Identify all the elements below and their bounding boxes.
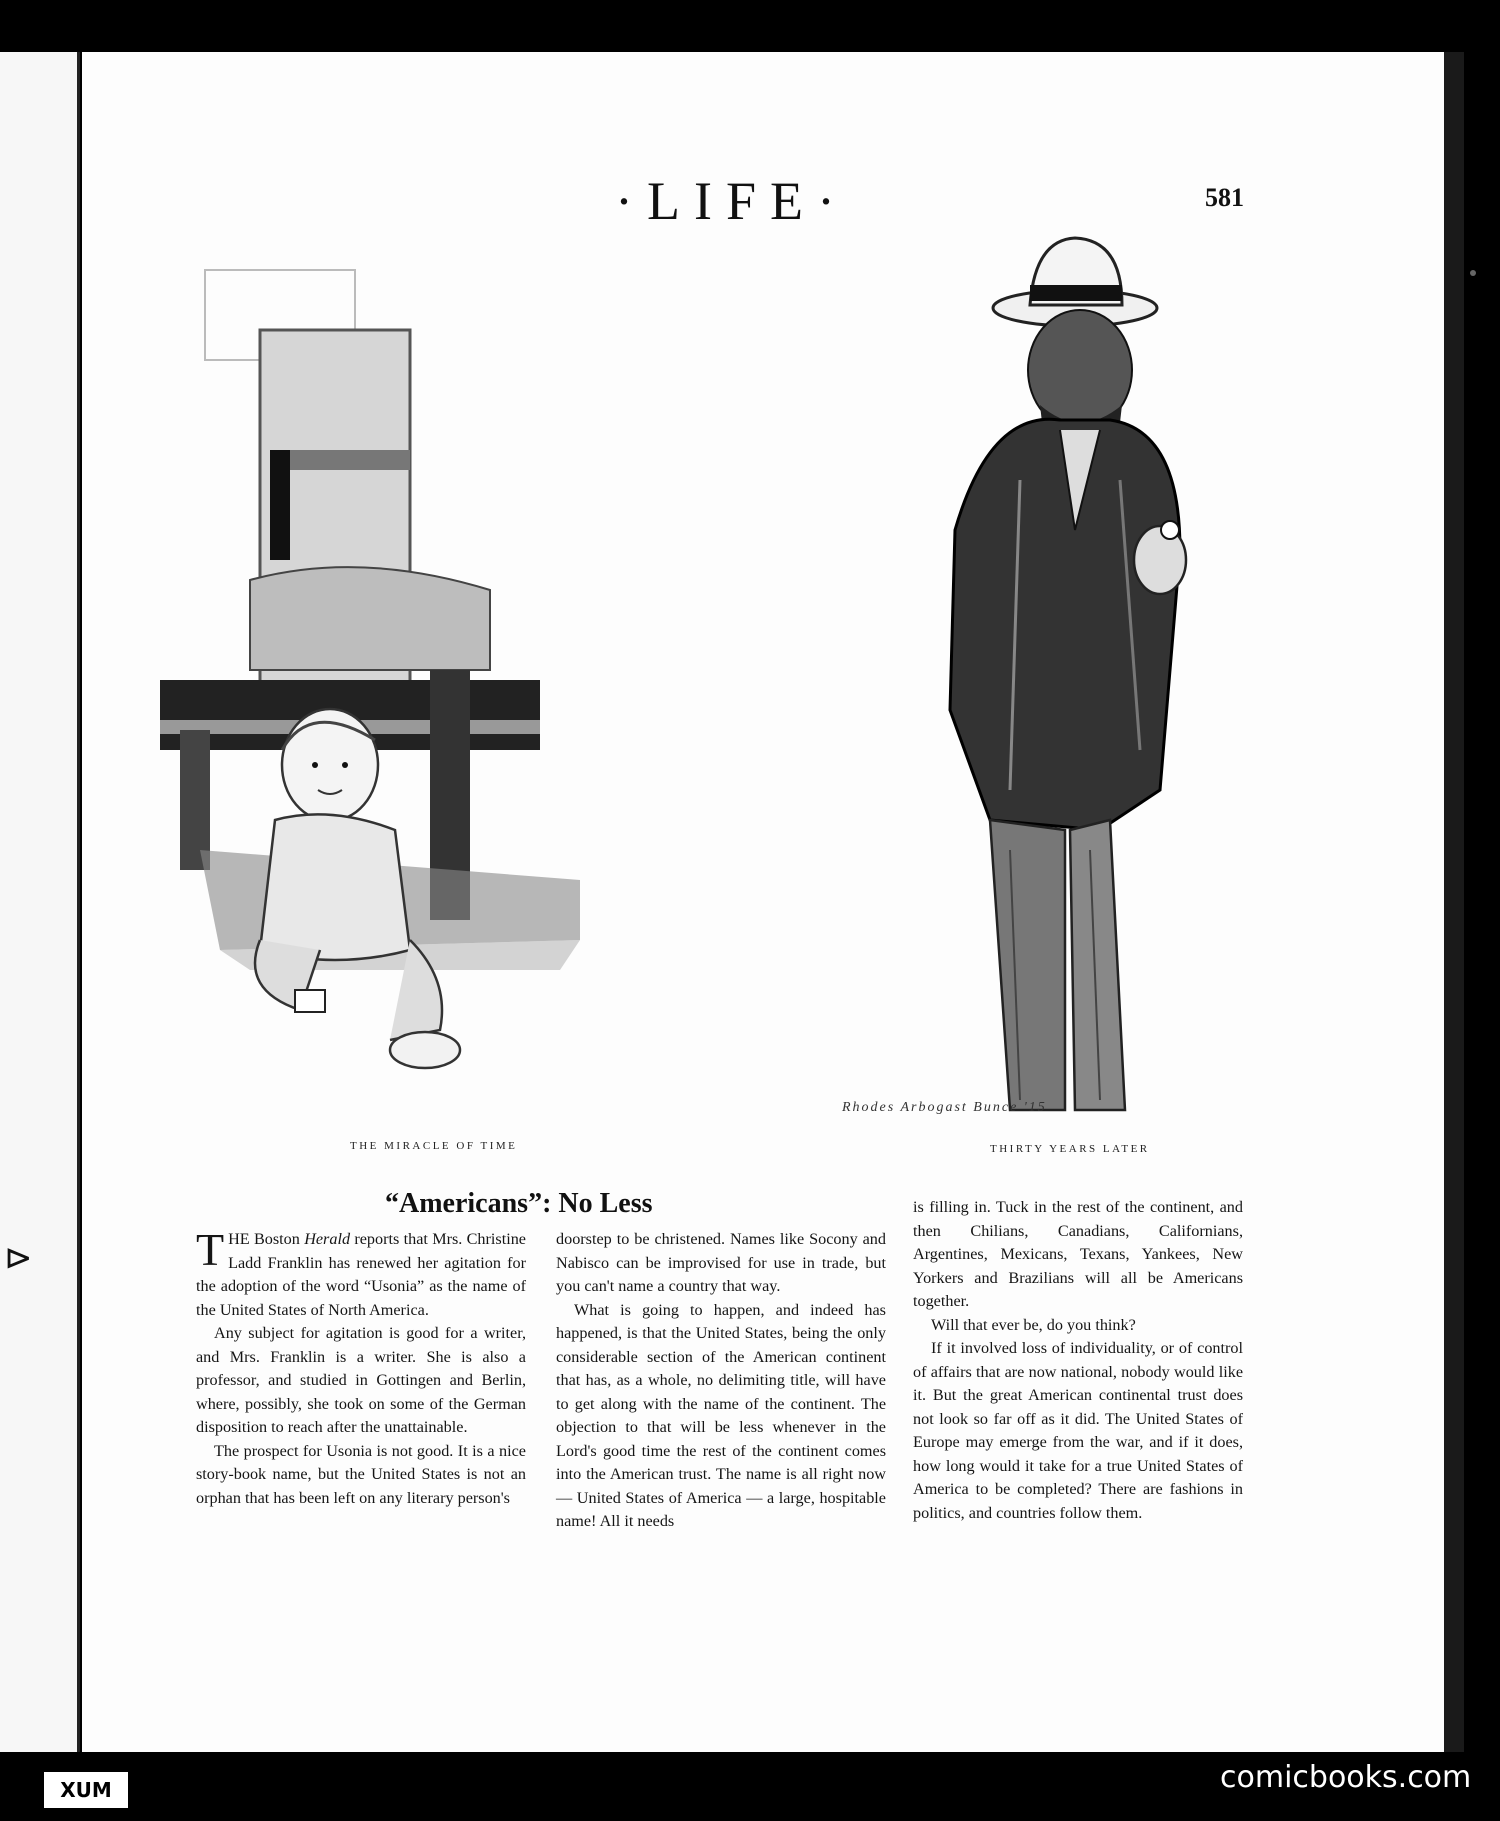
paragraph: is filling in. Tuck in the rest of the continent, and then Chilians, Canadians, Californians, Argentines, Mexicans, Texans, Yankees, New Yorkers and Brazilians will all be Americans together. [913,1198,1243,1310]
page-binding [1444,52,1464,1752]
paragraph: doorstep to be christened. Names like Socony and Nabisco can be improvised for use in trade, but you can't name a country that way. [556,1230,886,1295]
text-run: HE Boston [228,1230,305,1248]
illustration-man-drawing [860,230,1220,1130]
illustration-child-drawing [160,250,665,1090]
paragraph: If it involved loss of individuality, or of control of affairs that are now national, nobody would like it. But the great American continental trust does not look so far off as it did. The United States of Europe may emerge from the war, and if it does, how long would it take for a true United States of America to be completed? There are fashions in politics, and countries follow them. [913,1339,1243,1522]
page-number: 581 [1205,183,1244,212]
paragraph [196,1224,526,1322]
article-column-2 [556,1228,886,1534]
paragraph: What is going to happen, and indeed has happened, is that the United States, being the only considerable section of the American continent that has, as a whole, no delimiting title, will have to get along with the name of the continent. The objection to that will be less whenever in the Lord's good time the rest of the continent comes into the American trust. The name is all right now — United States of America — a large, hospitable name! All it needs [556,1300,886,1530]
paragraph: The prospect for Usonia is not good. It is a nice story-book name, but the United States is not an orphan that has been left on any literary person's [196,1441,526,1507]
scan-tag: XUM [42,1770,130,1810]
article-title: “Americans”: No Less [385,1188,653,1219]
paragraph: Will that ever be, do you think? [931,1315,1136,1334]
spine-dot [1470,270,1476,276]
article-column-1 [196,1224,526,1510]
caption-left: THE MIRACLE OF TIME [350,1140,518,1152]
arrow-mark-icon: ⊳ [4,1238,33,1278]
drop-cap: T [196,1224,225,1275]
text-run: reports that Mrs. Christine Ladd Franklin has renewed her agitation for the adoption of the word “Usonia” as the name of the United States of North America. [196,1230,526,1319]
paragraph: Any subject for agitation is good for a writer, and Mrs. Franklin is a writer. She is also a professor, and studied in Gottingen and Berlin, where, possibly, she took on some of the German disposition to reach after the unattainable. [196,1324,526,1436]
masthead: ·LIFE· [615,171,849,231]
artist-signature: Rhodes Arbogast Bunce '15 [842,1100,1047,1115]
left-page-edge [0,52,80,1752]
watermark: comicbooks.com [1220,1760,1472,1795]
publication-name: Herald [304,1230,351,1248]
caption-right: THIRTY YEARS LATER [990,1143,1150,1155]
article-column-3 [913,1196,1243,1525]
